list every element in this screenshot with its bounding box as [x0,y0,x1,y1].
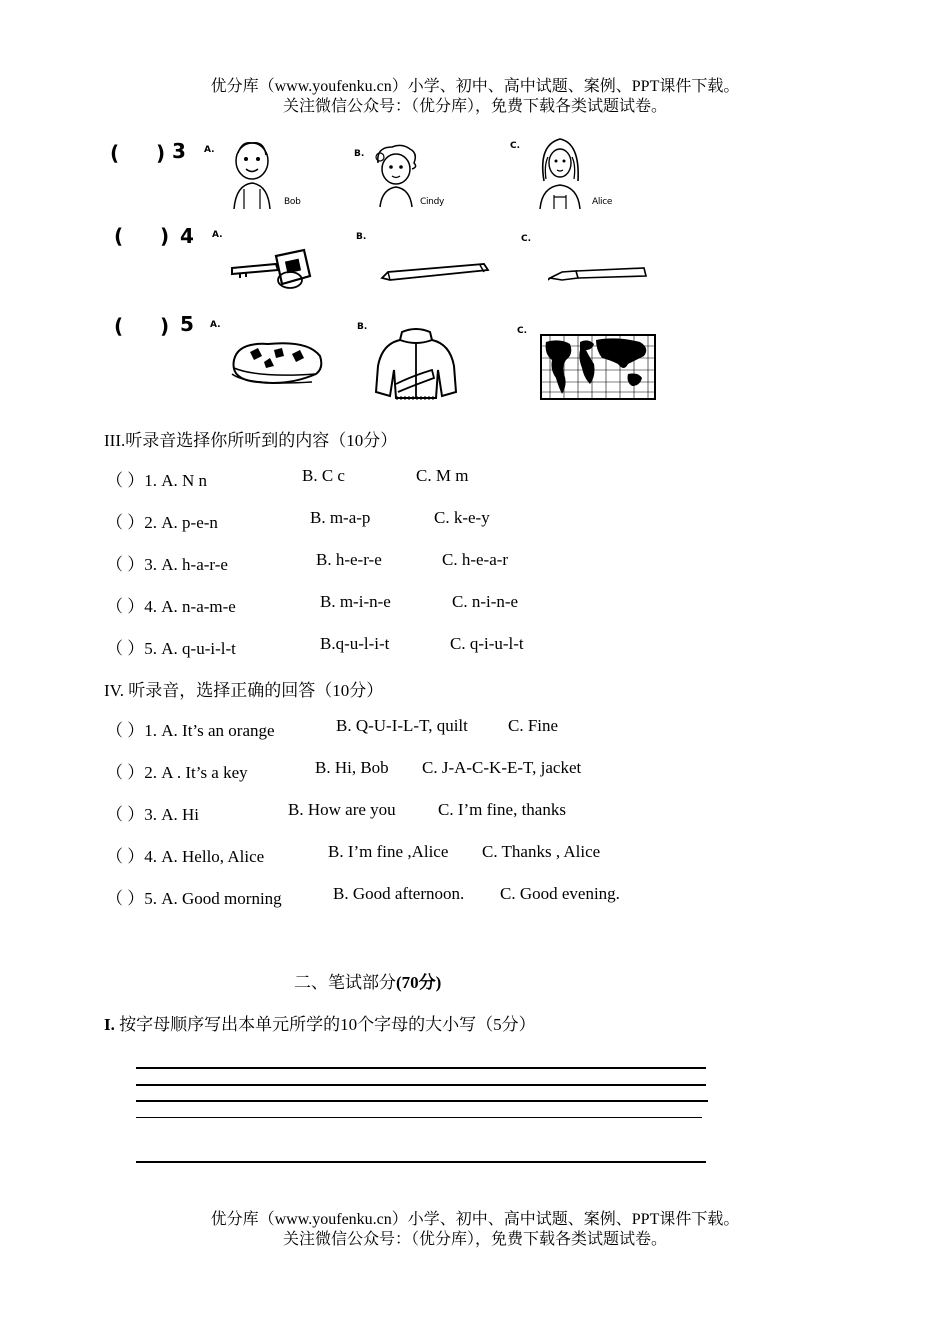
girl-face-icon [372,143,424,209]
option-c: C. Fine [508,716,559,735]
option-b: B. m-i-n-e [320,592,391,611]
question-prefix: （ ）2. A. p-e-n [106,513,218,532]
option-c: C. h-e-a-r [442,550,509,569]
question-prefix: （ ）4. A. n-a-m-e [106,597,236,616]
option-b: B. C c [302,466,345,485]
answer-paren-close: ) [160,314,170,338]
written-question-text: 按字母顺序写出本单元所学的10个字母的大小写（5分） [114,1015,536,1034]
option-c: C. I’m fine, thanks [438,800,566,819]
picture-caption: Bob [284,197,301,207]
header-line-2: 关注微信公众号：（优分库），免费下载各类试题试卷。 [282,98,667,115]
question-number: 3 [172,139,186,163]
answer-paren-open[interactable]: ( [114,224,124,248]
option-c: C. k-e-y [434,508,490,527]
writing-line-2[interactable] [136,1084,706,1086]
option-letter: C. [510,141,521,151]
question-prefix: （ ）3. A. Hi [106,805,200,824]
option-b: B. Q-U-I-L-T, quilt [336,716,468,735]
option-c: C. Thanks , Alice [482,842,601,861]
footer-line-1: 优分库（www.youfenku.cn）小学、初中、高中试题、案例、PPT课件下载。 [210,1211,740,1228]
option-b: B. Good afternoon. [333,884,465,903]
option-c: C. J-A-C-K-E-T, jacket [422,758,582,777]
option-c: C. q-i-u-l-t [450,634,524,653]
question-prefix: （ ）5. A. Good morning [106,889,282,908]
picture-caption: Alice [592,197,613,207]
question-prefix: （ ）1. A. It’s an orange [106,721,275,740]
option-letter: A. [210,320,221,330]
option-c: C. Good evening. [500,884,620,903]
header-line-1: 优分库（www.youfenku.cn）小学、初中、高中试题、案例、PPT课件下载。 [210,78,740,95]
option-c: C. M m [416,466,469,485]
written-question-1 [104,1010,536,1035]
section-3-title: III.听录音选择你所听到的内容（10分） [104,431,398,450]
option-letter: B. [357,322,368,332]
answer-paren-close: ) [160,224,170,248]
answer-paren-open[interactable]: ( [110,141,120,165]
question-prefix: （ ）1. A. N n [106,471,208,490]
section-4-title: IV. 听录音，选择正确的回答（10分） [104,681,384,700]
answer-paren-close: ) [156,141,166,165]
pencil-icon [380,260,490,284]
picture-question-4 [0,222,950,312]
picture-question-5 [0,310,950,406]
option-b: B. Hi, Bob [315,758,389,777]
option-letter: C. [521,234,532,244]
girl-long-hair-icon [534,135,586,211]
option-letter: A. [212,230,223,240]
writing-line-3[interactable] [136,1100,708,1102]
option-letter: C. [517,326,528,336]
key-icon [230,246,312,290]
writing-line-5[interactable] [136,1161,706,1163]
option-letter: B. [354,149,365,159]
answer-paren-open[interactable]: ( [114,314,124,338]
footer-line-2: 关注微信公众号：（优分库），免费下载各类试题试卷。 [282,1231,667,1248]
question-prefix: （ ）4. A. Hello, Alice [106,847,265,866]
boy-face-icon [228,139,276,211]
question-prefix: （ ）5. A. q-u-i-l-t [106,639,236,658]
question-number: 5 [180,312,194,336]
option-b: B. m-a-p [310,508,371,527]
part-2-title [294,968,441,993]
picture-caption: Cindy [420,197,445,207]
page-header [0,77,950,117]
option-c: C. n-i-n-e [452,592,519,611]
question-prefix: （ ）2. A . It’s a key [106,763,248,782]
writing-line-1[interactable] [136,1067,706,1069]
page-footer [0,1210,950,1250]
option-b: B.q-u-l-i-t [320,634,390,653]
question-number: 4 [180,224,194,248]
world-map-icon [540,334,656,400]
question-prefix: （ ）3. A. h-a-r-e [106,555,228,574]
option-b: B. How are you [288,800,396,819]
part-2-title-text: 二、笔试部分 [294,973,396,992]
written-question-number: I. [104,1015,115,1034]
quilt-icon [228,338,324,388]
part-2-score: (70分) [396,973,442,992]
jacket-icon [372,326,460,402]
option-b: B. I’m fine ,Alice [328,842,449,861]
option-b: B. h-e-r-e [316,550,382,569]
option-letter: B. [356,232,367,242]
option-letter: A. [204,145,215,155]
picture-question-3 [0,135,950,225]
pen-icon [548,264,648,286]
writing-line-4[interactable] [136,1117,702,1118]
